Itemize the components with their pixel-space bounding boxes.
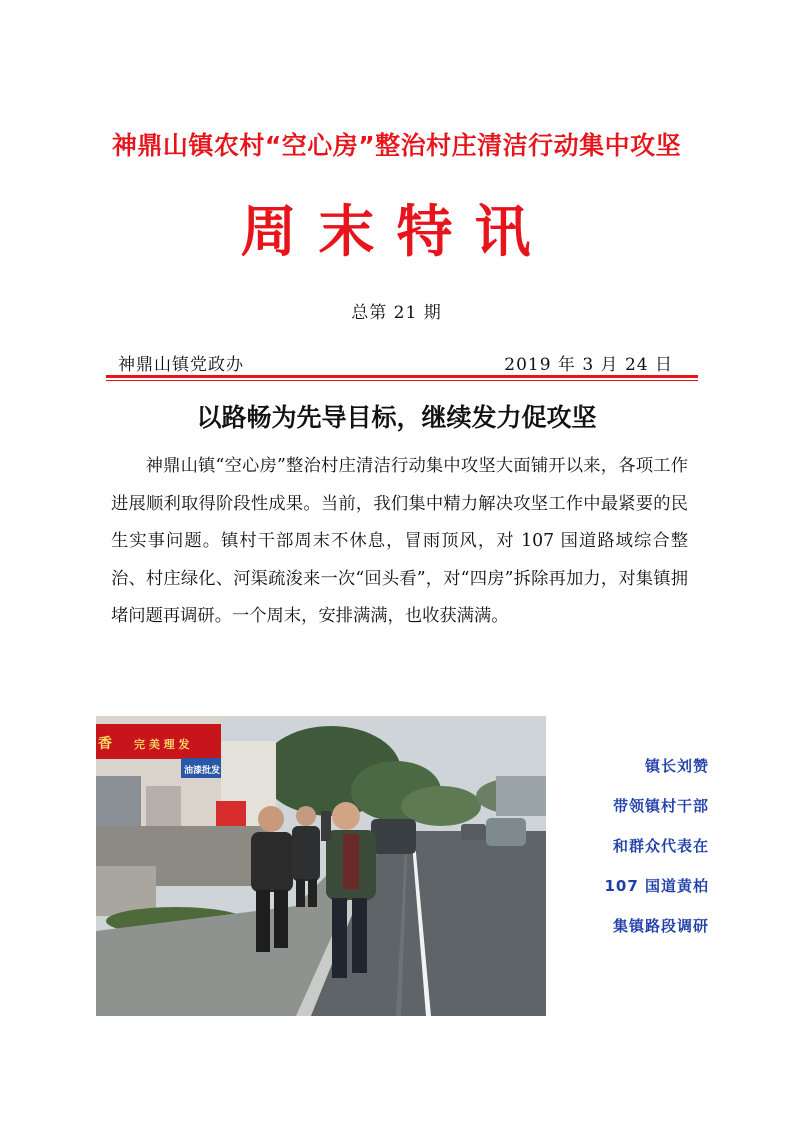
caption-line: 带领镇村干部 (612, 797, 709, 815)
caption-line: 和群众代表在 (612, 837, 709, 855)
photo-illustration (96, 716, 546, 1016)
article-photo (96, 716, 546, 1016)
shop-sign-paint: 油漆批发 (184, 766, 221, 776)
article-title: 以路畅为先导目标，继续发力促攻坚 (196, 403, 597, 432)
department: 神鼎山镇党政办 (118, 355, 244, 375)
article-body: 神鼎山镇“空心房”整治村庄清洁行动集中攻坚大面铺开以来，各项工作进展顺利取得阶段性成果。当前，我们集中精力解决攻坚工作中最紧要的民生实事问题。镇村干部周末不休息，冒雨顶风，对 107 国道路域综合整治、村庄绿化、河渠疏浚来一次“回头看”，对“四房”拆除再加力，对集镇拥堵问题再调研。一个周末，安排满满，也收获满满。 (111, 456, 688, 627)
header-divider (106, 375, 698, 378)
header-divider-thin (106, 380, 698, 381)
photo-caption (553, 746, 723, 946)
shop-sign-barber: 完 美 理 发 (134, 738, 190, 751)
caption-line: 107 国道黄柏 (604, 877, 709, 895)
headline: 神鼎山镇农村“空心房”整治村庄清洁行动集中攻坚 (111, 131, 682, 160)
caption-line: 集镇路段调研 (612, 917, 709, 935)
issue-number: 总第 21 期 (351, 303, 442, 323)
masthead-title: 周末特讯 (240, 199, 553, 265)
shop-sign-xiang: 香 (98, 736, 112, 752)
publish-date: 2019 年 3 月 24 日 (504, 355, 673, 375)
caption-line: 镇长刘赞 (644, 757, 709, 775)
